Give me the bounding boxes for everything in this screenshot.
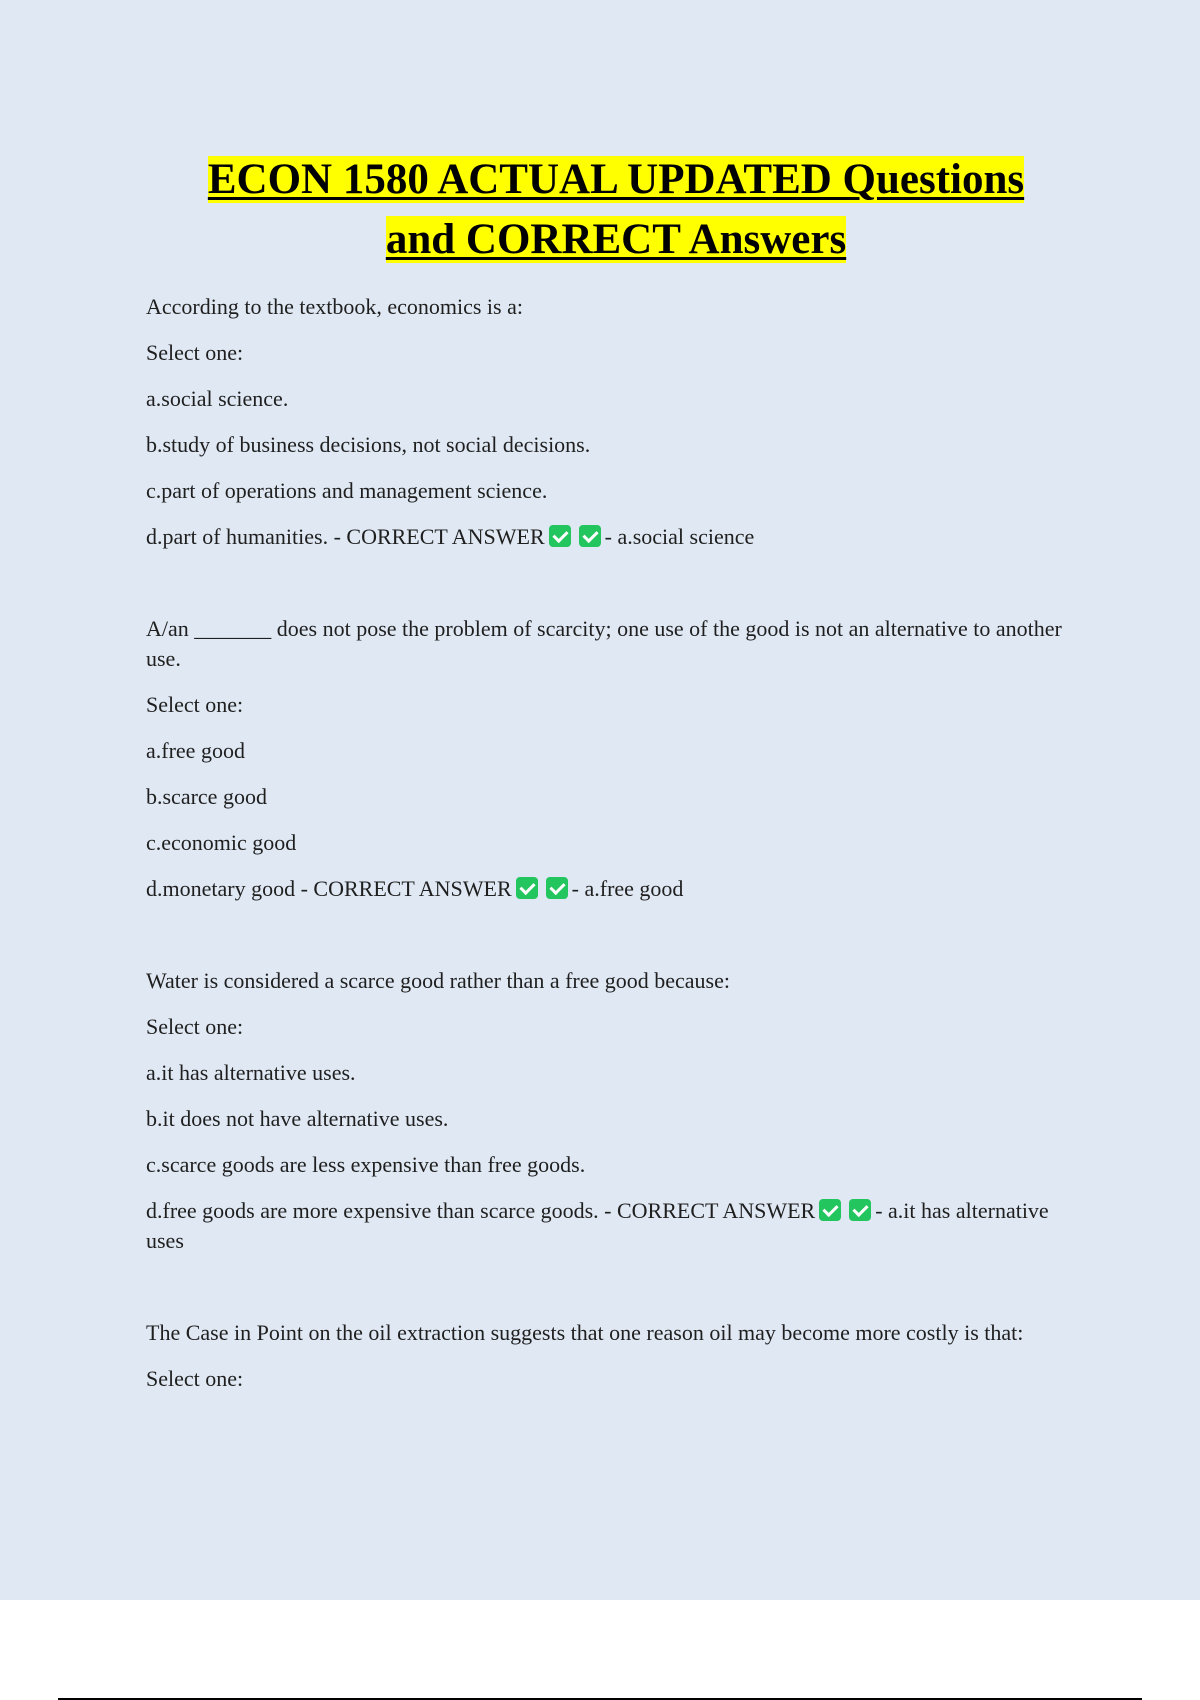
- option-b: b.scarce good: [146, 784, 267, 809]
- question-block-1: [146, 292, 1086, 552]
- option-d-with-answer: [146, 522, 1086, 552]
- check-box-icon: [516, 877, 538, 899]
- option-d-with-answer: [146, 1196, 1086, 1256]
- option-d-with-answer: [146, 874, 1086, 904]
- option-d: d.free goods are more expensive than scarce goods. - CORRECT ANSWER: [146, 1198, 816, 1223]
- correct-answer: - a.social science: [604, 524, 755, 549]
- correct-answer: - a.free good: [571, 876, 684, 901]
- select-one-label: Select one:: [146, 1366, 244, 1391]
- check-box-icon: [819, 1199, 841, 1221]
- check-box-icon: [849, 1199, 871, 1221]
- question-block-2: [146, 614, 1086, 904]
- document-content: [146, 150, 1086, 1410]
- check-box-icon: [546, 877, 568, 899]
- question-prompt: Water is considered a scarce good rather than a free good because:: [146, 968, 730, 993]
- select-one-label: Select one:: [146, 1014, 244, 1039]
- title-line-2: and CORRECT Answers: [385, 216, 847, 263]
- document-title: [146, 150, 1086, 270]
- option-b: b.study of business decisions, not social decisions.: [146, 432, 591, 457]
- option-a: a.it has alternative uses.: [146, 1060, 356, 1085]
- check-box-icon: [579, 525, 601, 547]
- option-c: c.scarce goods are less expensive than free goods.: [146, 1152, 586, 1177]
- option-d: d.monetary good - CORRECT ANSWER: [146, 876, 512, 901]
- question-prompt: According to the textbook, economics is a:: [146, 294, 523, 319]
- correct-answer: - a.it has alternative uses: [146, 1198, 1049, 1253]
- option-a: a.free good: [146, 738, 245, 763]
- option-b: b.it does not have alternative uses.: [146, 1106, 449, 1131]
- select-one-label: Select one:: [146, 340, 244, 365]
- select-one-label: Select one:: [146, 692, 244, 717]
- option-c: c.economic good: [146, 830, 297, 855]
- title-line-1: ECON 1580 ACTUAL UPDATED Questions: [207, 156, 1025, 203]
- question-prompt: The Case in Point on the oil extraction suggests that one reason oil may become more costly is that:: [146, 1320, 1024, 1345]
- option-a: a.social science.: [146, 386, 289, 411]
- question-block-4: [146, 1318, 1086, 1394]
- question-block-3: [146, 966, 1086, 1256]
- option-d: d.part of humanities. - CORRECT ANSWER: [146, 524, 545, 549]
- check-box-icon: [549, 525, 571, 547]
- option-c: c.part of operations and management science.: [146, 478, 548, 503]
- question-prompt: A/an _______ does not pose the problem of scarcity; one use of the good is not an alternative to another use.: [146, 616, 1062, 671]
